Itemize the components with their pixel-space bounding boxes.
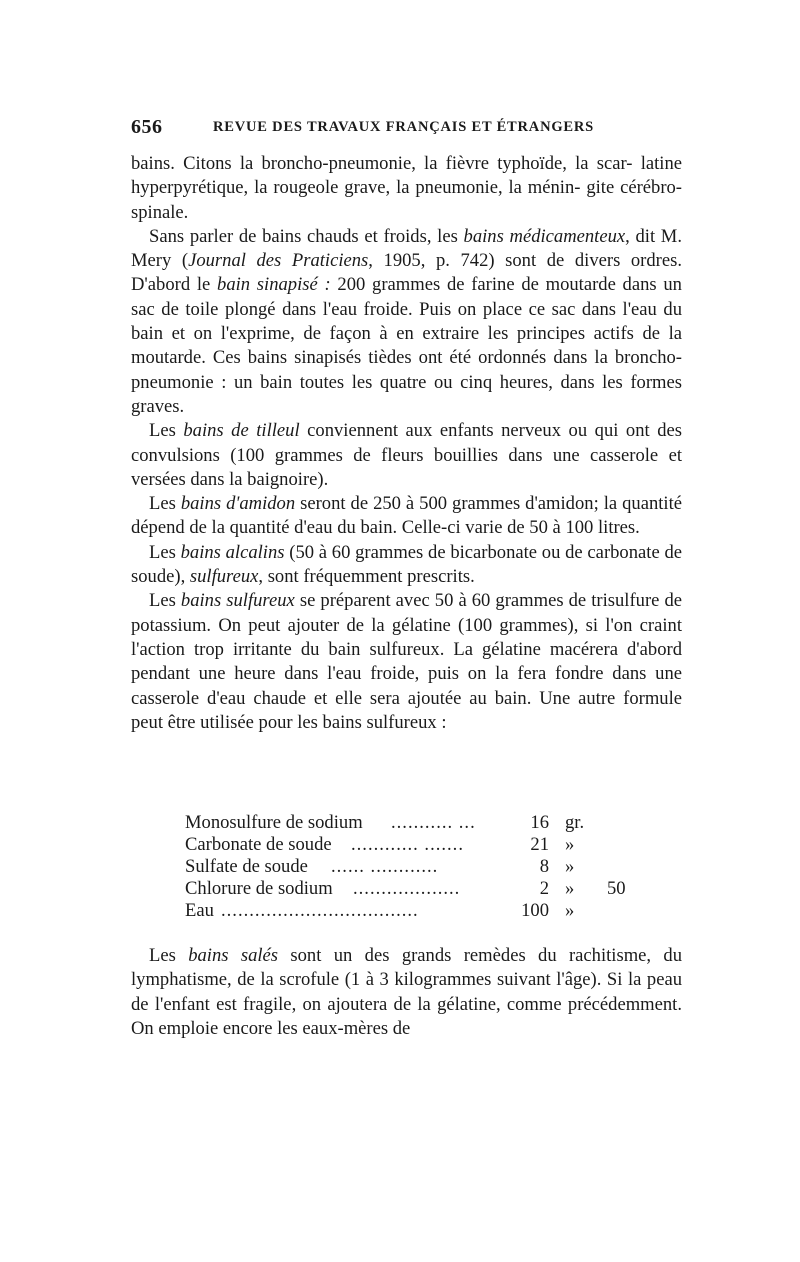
text: Les xyxy=(149,493,181,515)
ingredient-name: Eau xyxy=(185,900,214,921)
ingredient-quantity: 100 xyxy=(521,900,549,921)
paragraph-4 xyxy=(131,492,682,541)
formula-row xyxy=(185,878,625,900)
formula-table xyxy=(185,812,625,922)
leader-dots: ........... ... xyxy=(391,812,476,833)
paragraph-6 xyxy=(131,589,682,735)
text: , sont fréquemment prescrits. xyxy=(258,566,475,588)
leader-dots: ................................... xyxy=(221,900,419,921)
text: , dit M. Mery ( xyxy=(131,225,682,272)
ingredient-quantity: 16 xyxy=(530,812,549,833)
text: Les xyxy=(149,945,189,966)
paragraph-1 xyxy=(131,152,682,225)
ingredient-name: Carbonate de soude xyxy=(185,834,332,855)
ingredient-unit: » xyxy=(565,834,575,855)
page-number: 656 xyxy=(131,116,163,138)
emphasis: bain sinapisé : xyxy=(217,274,331,296)
body-text xyxy=(131,152,682,735)
ingredient-unit: » xyxy=(565,856,575,877)
ingredient-unit: » xyxy=(565,900,575,921)
ingredient-quantity: 8 xyxy=(539,856,549,877)
text: , 1905, p. 742) sont de divers ordres. D'abord le xyxy=(131,250,682,296)
text: sont un des grands remèdes du rachitisme, du lymphatisme, de la scrofule (1 à 3 kilogrammes suivant l'âge). Si la peau de l'enfant est fragile, on ajoutera de la gélatine, comme précédemment. On emploie encore les eaux-mères de xyxy=(131,945,683,1039)
paragraph-5 xyxy=(131,541,682,590)
leader-dots: ...... ............ xyxy=(331,856,439,877)
text: Sans parler de bains chauds et froids, les xyxy=(149,225,464,247)
journal-title: Journal des Praticiens xyxy=(188,250,369,272)
emphasis: bains de tilleul xyxy=(183,420,300,442)
leader-dots: ............ ....... xyxy=(351,834,464,855)
running-head xyxy=(131,116,682,140)
formula-row xyxy=(185,834,625,856)
line: bains. Citons la broncho-pneumonie, la fièvre typhoïde, la scar- xyxy=(131,153,633,174)
emphasis: bains sulfureux xyxy=(180,590,295,612)
emphasis: bains salés xyxy=(188,945,279,966)
formula-row xyxy=(185,856,625,878)
paragraph-7 xyxy=(131,944,682,1041)
paragraph-2 xyxy=(131,225,682,419)
closing-text xyxy=(131,944,682,1041)
running-title: REVUE DES TRAVAUX FRANÇAIS ET ÉTRANGERS xyxy=(213,119,595,135)
text: se préparent avec 50 à 60 grammes de trisulfure de potassium. On peut ajouter de la gélatine (100 grammes), si l'on craint l'action trop irritante du bain sulfureux. La gélatine macérera d'abord pendant une heure dans l'eau froide, puis on la fera fondre dans une casserole d'eau chaude et elle sera ajoutée au bain. Une autre formule peut être utilisée pour les bains sulfureux : xyxy=(131,590,683,733)
emphasis: bains alcalins xyxy=(180,541,285,563)
formula-row xyxy=(185,812,625,834)
leader-dots: ................... xyxy=(353,878,461,899)
ingredient-quantity: 21 xyxy=(530,834,549,855)
ingredient-name: Chlorure de sodium xyxy=(185,878,333,899)
text: Les xyxy=(149,590,181,612)
paragraph-3 xyxy=(131,419,682,492)
ingredient-unit: » xyxy=(565,878,575,899)
text: Les xyxy=(149,541,181,563)
text: Les xyxy=(149,420,184,442)
emphasis: bains médicamenteux xyxy=(463,225,626,247)
text: seront de 250 à 500 grammes d'amidon; la quantité dépend de la quantité d'eau du bain. Celle-ci varie de 50 à 100 litres. xyxy=(131,493,682,539)
ingredient-quantity: 2 xyxy=(539,878,549,899)
formula-row xyxy=(185,900,625,922)
text: (50 à 60 grammes de bicarbonate ou de carbonate de soude), xyxy=(131,541,682,588)
emphasis: bains d'amidon xyxy=(180,493,296,515)
ingredient-name: Monosulfure de sodium xyxy=(185,812,363,833)
text: conviennent aux enfants nerveux ou qui ont des convulsions (100 grammes de fleurs bouillies dans une casserole et versées dans la baignoire). xyxy=(131,420,682,490)
line: latine hyperpyrétique, la rougeole grave, la pneumonie, la ménin- xyxy=(131,153,682,199)
ingredient-extra: 50 xyxy=(607,878,626,899)
text: 200 grammes de farine de moutarde dans un sac de toile plongé dans l'eau froide. Puis on place ce sac dans l'eau du bain et on l'exprime, de façon à en extraire les principes actifs de la moutarde. Ces bains sinapisés tièdes ont été ordonnés dans la broncho-pneumonie : un bain toutes les quatre ou cinq heures, dans les formes graves. xyxy=(131,274,682,417)
line: gite cérébro-spinale. xyxy=(131,177,683,223)
emphasis: sulfureux xyxy=(189,566,259,588)
ingredient-unit: gr. xyxy=(565,812,585,833)
ingredient-name: Sulfate de soude xyxy=(185,856,308,877)
